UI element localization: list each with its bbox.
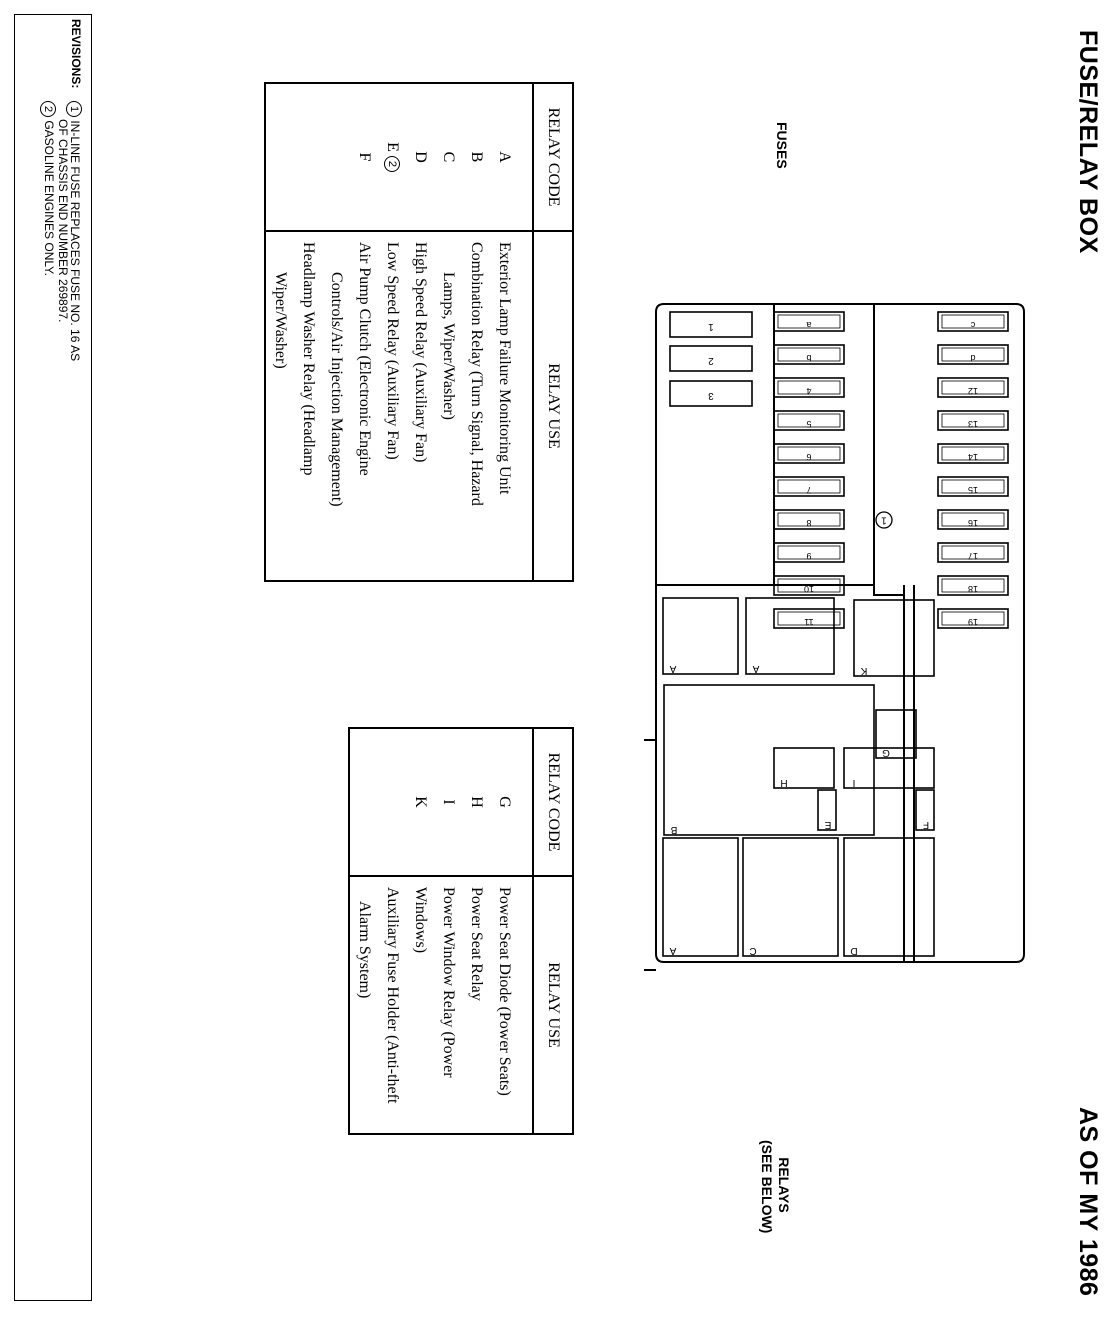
revision-marker-circle: 2 — [40, 101, 56, 117]
fuse-number: 17 — [967, 551, 979, 561]
revision-item — [40, 101, 56, 276]
model-year-title: AS OF MY 1986 — [1074, 1107, 1102, 1297]
relay-slot-label: F — [922, 819, 930, 830]
fuse-slot — [774, 444, 844, 463]
relay-slot-label: A — [669, 945, 677, 956]
relay-use-header: RELAY USE — [533, 231, 573, 581]
fuse-number: 4 — [806, 386, 812, 396]
small-fuse — [670, 346, 752, 371]
relay-use-header: RELAY USE — [533, 876, 573, 1134]
fuse-number: 16 — [967, 518, 979, 528]
page-title: FUSE/RELAY BOX — [1074, 30, 1102, 254]
relay-code: K — [412, 796, 429, 808]
fuse-number: c — [970, 320, 976, 330]
relay-slot — [876, 710, 916, 758]
fuse-number: 19 — [967, 617, 979, 627]
revision-marker-number: 1 — [881, 514, 887, 526]
small-fuse-number: 2 — [708, 355, 714, 366]
fuse-slot — [938, 411, 1008, 430]
relay-slot — [854, 600, 934, 676]
fuses-label: FUSES — [774, 122, 790, 169]
relay-code-column — [349, 728, 533, 876]
fuse-slot — [774, 345, 844, 364]
relay-use-text: Power Window Relay (Power Windows) — [412, 887, 457, 1078]
small-fuse — [670, 312, 752, 337]
fuse-number: 18 — [967, 584, 979, 594]
relay-slot — [916, 790, 934, 830]
small-fuse-number: 3 — [708, 390, 714, 401]
fuse-slot — [774, 378, 844, 397]
revision-marker-circle: 1 — [66, 101, 82, 117]
revision-text: GASOLINE ENGINES ONLY. — [41, 120, 56, 276]
fuse-slot — [938, 477, 1008, 496]
relay-slot — [774, 748, 834, 788]
relay-use-text: Exterior Lamp Failure Monitoring Unit — [496, 242, 513, 495]
relay-use-text: Headlamp Washer Relay (Headlamp — [300, 242, 317, 476]
relay-use-text: Power Seat Diode (Power Seats) — [496, 887, 513, 1096]
relay-code: C — [440, 151, 457, 163]
relay-use-column — [349, 876, 533, 1134]
relay-slot-label: K — [860, 665, 868, 676]
relay-slot — [844, 838, 934, 956]
relay-slot-label: E — [824, 819, 832, 830]
relay-use-text: Controls/Air Injection Management) — [328, 272, 345, 507]
relay-use-text: Auxiliary Fuse Holder (Anti-theft — [384, 887, 401, 1104]
fuse-slot — [938, 576, 1008, 595]
relay-slot-label: H — [780, 777, 788, 788]
revision-text: OF CHASSIS END NUMBER 269897. — [56, 119, 70, 323]
relay-code: D — [412, 151, 429, 163]
fuse-slot — [938, 609, 1008, 628]
fuse-slot — [774, 510, 844, 529]
revision-marker-circle: 2 — [384, 156, 400, 172]
relay-slot — [818, 790, 836, 830]
fuse-number: 14 — [967, 452, 979, 462]
fuse-number: 6 — [806, 452, 812, 462]
relay-slot-label: D — [850, 945, 858, 956]
relay-slot-label: B — [670, 824, 678, 835]
relay-use-text: Alarm System) — [356, 901, 373, 999]
fuse-number: d — [970, 353, 976, 363]
fuse-number: 9 — [806, 551, 812, 561]
relay-use-text: High Speed Relay (Auxiliary Fan) — [412, 242, 429, 463]
fuse-slot — [938, 444, 1008, 463]
relay-code: I — [440, 799, 457, 805]
relay-slot-label: A — [752, 663, 760, 674]
relay-use-text: Combination Relay (Turn Signal, Hazard — [468, 242, 485, 506]
relay-table-secondary — [348, 727, 574, 1135]
revision-text: IN-LINE FUSE REPLACES FUSE NO. 16 AS — [67, 120, 82, 362]
revision-marker-icon — [876, 512, 892, 528]
relay-use-column — [265, 231, 533, 581]
relay-slot — [663, 598, 738, 674]
fuse-number: 13 — [967, 419, 979, 429]
relay-code: B — [468, 151, 485, 163]
fuse-number: 11 — [804, 617, 814, 627]
relay-code: F — [356, 152, 373, 162]
relay-code: G — [496, 796, 513, 808]
fuse-number: 15 — [967, 485, 979, 495]
relays-label: RELAYS (SEE BELOW) — [759, 1140, 792, 1234]
relay-code-column — [265, 83, 533, 231]
fuse-slot — [774, 477, 844, 496]
relay-slot-group — [663, 598, 934, 956]
fuse-slot — [774, 543, 844, 562]
relay-table-primary — [264, 82, 574, 582]
relay-code-header: RELAY CODE — [533, 83, 573, 231]
fuse-relay-box-diagram — [644, 290, 1034, 990]
fuse-slot — [774, 312, 844, 331]
fuse-row-upper — [876, 312, 1008, 628]
fuse-slot — [938, 510, 1008, 529]
fuse-number: 7 — [806, 485, 812, 495]
fuse-slot — [774, 411, 844, 430]
relay-slot-label: C — [749, 945, 757, 956]
revisions-label: REVISIONS: — [69, 19, 83, 89]
fuse-slot — [938, 543, 1008, 562]
relay-slot — [664, 685, 874, 835]
fuse-number: 5 — [806, 419, 812, 429]
relay-use-text: Power Seat Relay — [468, 887, 485, 1001]
relay-use-text: Low Speed Relay (Auxiliary Fan) — [384, 242, 401, 460]
fuse-number: a — [806, 320, 812, 330]
relay-slot-label: I — [852, 777, 856, 788]
relay-slot-label: A — [669, 663, 677, 674]
small-fuse-number: 1 — [708, 321, 714, 332]
relay-slot — [743, 838, 838, 956]
fuse-number: 12 — [967, 386, 979, 396]
relay-code: H — [468, 796, 485, 808]
small-fuse — [670, 381, 752, 406]
fuse-slot — [938, 345, 1008, 364]
relay-code: A — [496, 151, 513, 163]
relay-slot — [663, 838, 738, 956]
small-fuse-group — [670, 312, 752, 406]
fuse-number: 10 — [803, 584, 815, 594]
fuse-number: 8 — [806, 518, 812, 528]
relay-use-text: Air Pump Clutch (Electronic Engine — [356, 242, 373, 476]
relay-use-text: Wiper/Washer) — [272, 272, 289, 369]
fuse-row-lower — [774, 312, 844, 628]
fuse-number: b — [806, 353, 812, 363]
relay-code: E 2 — [378, 84, 406, 230]
fuse-slot — [938, 378, 1008, 397]
fuse-slot — [938, 312, 1008, 331]
revisions-box — [14, 14, 92, 1301]
relay-code-header: RELAY CODE — [533, 728, 573, 876]
relay-use-text: Lamps, Wiper/Washer) — [440, 272, 457, 420]
relay-slot-label: G — [882, 747, 890, 758]
